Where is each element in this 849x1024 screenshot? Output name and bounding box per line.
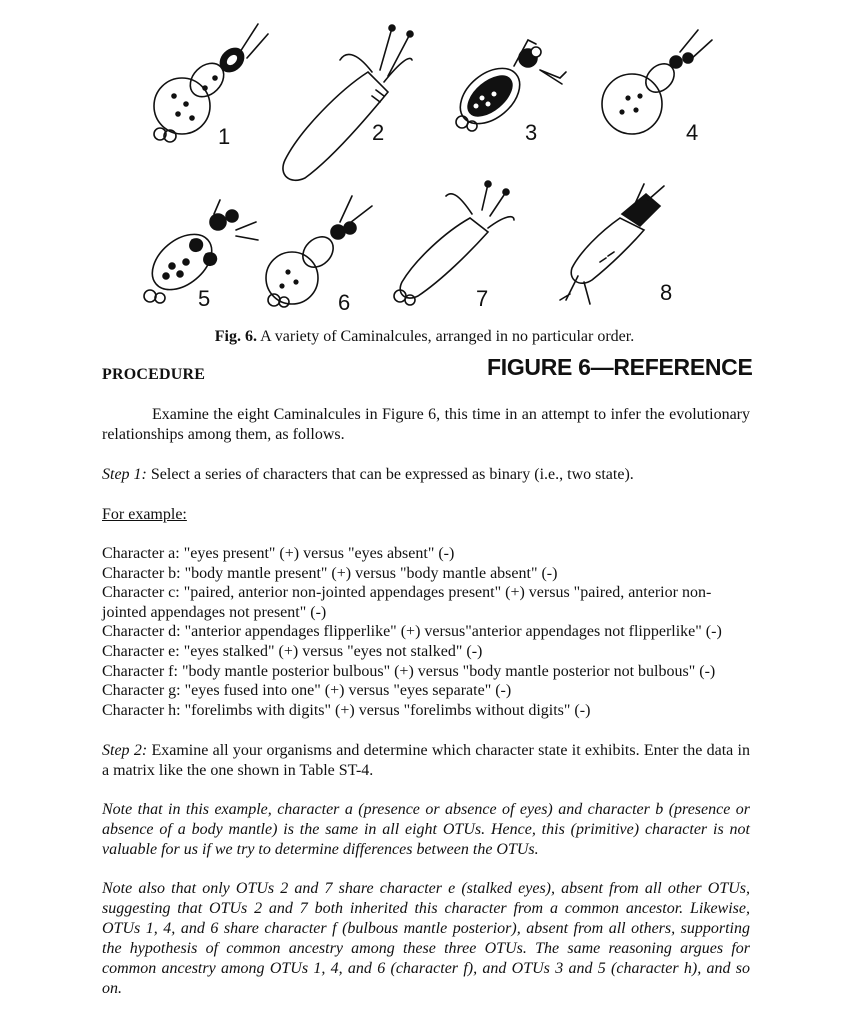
step-1-text: Select a series of characters that can be expressed as binary (i.e., two state). [146, 466, 634, 483]
organism-number: 2 [372, 120, 385, 145]
organism-number: 6 [338, 290, 351, 315]
intro-paragraph: Examine the eight Caminalcules in Figure 6, this time in an attempt to infer the evolutionary relationships among them, as follows. [102, 406, 750, 443]
organism-number: 8 [660, 280, 673, 305]
organism-number: 7 [476, 286, 489, 311]
character-item: Character d: "anterior appendages flipperlike" (+) versus"anterior appendages not flipperlike" (-) [102, 623, 722, 641]
organism-7-drawing [394, 181, 514, 305]
note-paragraph-2: Note also that only OTUs 2 and 7 share character e (stalked eyes), absent from all other OTUs, suggesting that OTUs 2 and 7 both inherited this character from a common ancestor. Likewise, OTUs 1, 4, and 6 share character f (bulbous mantle posterior), absent from all others, supporting the hypothesis of common ancestry among these three OTUs. The same reasoning argues for common ancestry among OTUs 1, 4, and 6 (character f), and OTUs 3 and 5 (character h), and so on. [102, 880, 750, 997]
character-item: Character f: "body mantle posterior bulbous" (+) versus "body mantle posterior not bulbous" (-) [102, 662, 716, 680]
step-2-label: Step 2: [102, 742, 148, 759]
character-item: Character g: "eyes fused into one" (+) versus "eyes separate" (-) [102, 682, 512, 700]
organism-number: 4 [686, 120, 699, 145]
step-2-paragraph [102, 741, 750, 781]
step-1-label: Step 1: [102, 466, 147, 483]
organism-6-drawing [266, 196, 372, 307]
figure-reference-heading: FIGURE 6—REFERENCE [487, 354, 753, 380]
organism-1-drawing [154, 24, 268, 142]
organism-8-drawing [560, 184, 664, 304]
organism-number: 3 [525, 120, 538, 145]
caption-label: Fig. 6. [214, 328, 257, 345]
character-item: Character a: "eyes present" (+) versus "eyes absent" (-) [102, 545, 455, 562]
note-paragraph-1: Note that in this example, character a (presence or absence of eyes) and character b (presence or absence of a body mantle) is the same in all eight OTUs. Hence, this (primitive) character is not valuable for us if we try to determine differences between the OTUs. [102, 801, 750, 858]
organism-3-drawing [450, 40, 566, 135]
caminalcules-figure [0, 0, 849, 325]
organism-number: 1 [218, 124, 231, 149]
organism-2-drawing [283, 25, 413, 180]
figure-caption [0, 328, 849, 346]
for-example-label: For example: [102, 506, 187, 523]
character-item: Character h: "forelimbs with digits" (+) versus "forelimbs without digits" (-) [102, 701, 591, 719]
step-1-paragraph [102, 465, 750, 485]
character-list [102, 544, 752, 720]
character-item: Character b: "body mantle present" (+) versus "body mantle absent" (-) [102, 564, 558, 582]
procedure-heading: PROCEDURE [102, 366, 206, 383]
organism-number: 5 [198, 286, 211, 311]
step-2-text: Examine all your organisms and determine which character state it exhibits. Enter the data in a matrix like the one shown in Table ST-4. [102, 742, 750, 779]
caption-text: A variety of Caminalcules, arranged in no particular order. [257, 328, 635, 345]
character-item: Character e: "eyes stalked" (+) versus "eyes not stalked" (-) [102, 642, 483, 660]
character-item: Character c: "paired, anterior non-jointed appendages present" (+) versus "paired, anterior non-jointed appendages not present" (-) [102, 584, 712, 621]
organism-4-drawing [602, 30, 712, 134]
